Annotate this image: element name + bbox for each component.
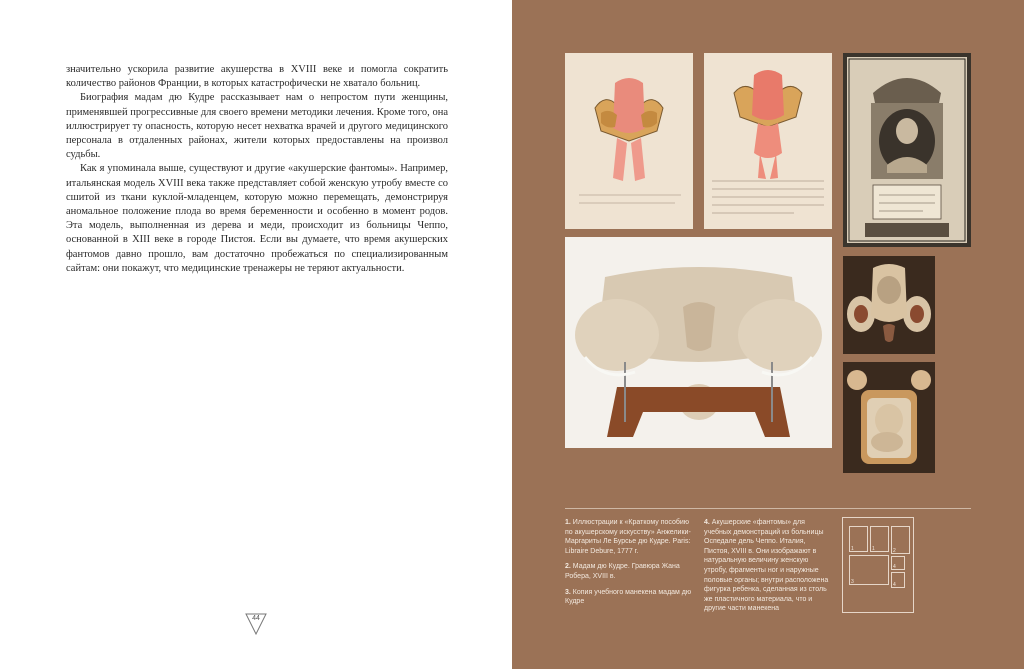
- scheme-label: 1: [851, 546, 854, 552]
- caption-number: 1.: [565, 519, 571, 526]
- paragraph: Как я упоминала выше, существуют и другие «акушерские фантомы». Например, итальянская модель XVIII века также представляет собой женскую утробу вместе со сшитой из ткани куклой-младенцем, которую можно перемещать, демонстрируя аномальное положение плода во время беременности и особенно в момент родов. Эта модель, выполненная из дерева и меди, происходит из больницы Чеппо, основанной в XIII веке в городе Пистоя. Если вы думаете, что время акушерских фантомов давно прошло, вам достаточно пробежаться по специализированным сайтам: они покажут, что медицинские тренажеры не теряют актуальности.: [66, 163, 448, 274]
- caption-column-1: [565, 518, 695, 613]
- caption-text: Мадам дю Кудре. Гравюра Жана Робера, XVIII в.: [565, 563, 680, 580]
- caption-1: [565, 518, 695, 556]
- caption-divider: [565, 508, 971, 509]
- illustration-1a: [565, 53, 693, 229]
- paragraph: Биография мадам дю Кудре рассказывает нам о непростом пути женщины, применявшей прогрессивные для своего времени методики лечения. Кроме того, она иллюстрирует ту опасность, которую несет нехватка врачей и другого медицинского персонала в отдаленных районах, жители которых предоставлены на произвол судьбы.: [66, 92, 448, 161]
- illustration-1b: [704, 53, 832, 229]
- caption-text: Иллюстрации к «Краткому пособию по акушерскому искусству» Анжелики-Маргариты Ле Бурсье дю Кудре. Paris: Libraire Debure, 1777 г.: [565, 519, 691, 555]
- scheme-label: 3: [851, 579, 854, 585]
- page-number: 44: [252, 615, 260, 622]
- caption-text: Акушерские «фантомы» для учебных демонстраций из больницы Оспедале дель Чеппо. Италия, Пистоя, XVIII в. Они изображают в натуральную величину женскую утробу, фрагменты ног и наружные половые органы; внутри расположена фигурка ребенка, сделанная из столь же пластичного материала, что и другие части манекена: [704, 519, 829, 613]
- caption-4: [704, 518, 830, 614]
- illustration-4a-phantom: [843, 256, 935, 354]
- illustration-3-mannequin: [565, 237, 832, 448]
- scheme-label: 1: [872, 546, 875, 552]
- caption-number: 2.: [565, 563, 571, 571]
- caption-number: 4.: [704, 519, 710, 526]
- caption-column-2: [704, 518, 830, 620]
- scheme-box: [849, 555, 889, 585]
- caption-number: 3.: [565, 588, 571, 596]
- caption-2: [565, 562, 695, 581]
- scheme-label: 2: [893, 548, 896, 554]
- illustration-2-portrait: [843, 53, 971, 247]
- scheme-label: 4: [893, 564, 896, 570]
- illustration-4b-phantom: [843, 362, 935, 473]
- body-text: [66, 63, 448, 276]
- scheme-label: 4: [893, 582, 896, 588]
- page-number-badge: [244, 612, 268, 636]
- layout-scheme: [842, 517, 914, 613]
- paragraph: значительно ускорила развитие акушерства в XVIII веке и помогла сократить количество районов Франции, в которых катастрофически не хватало больниц.: [66, 64, 448, 90]
- caption-text: Копия учебного манекена мадам дю Кудре: [565, 588, 692, 606]
- caption-3: [565, 588, 695, 607]
